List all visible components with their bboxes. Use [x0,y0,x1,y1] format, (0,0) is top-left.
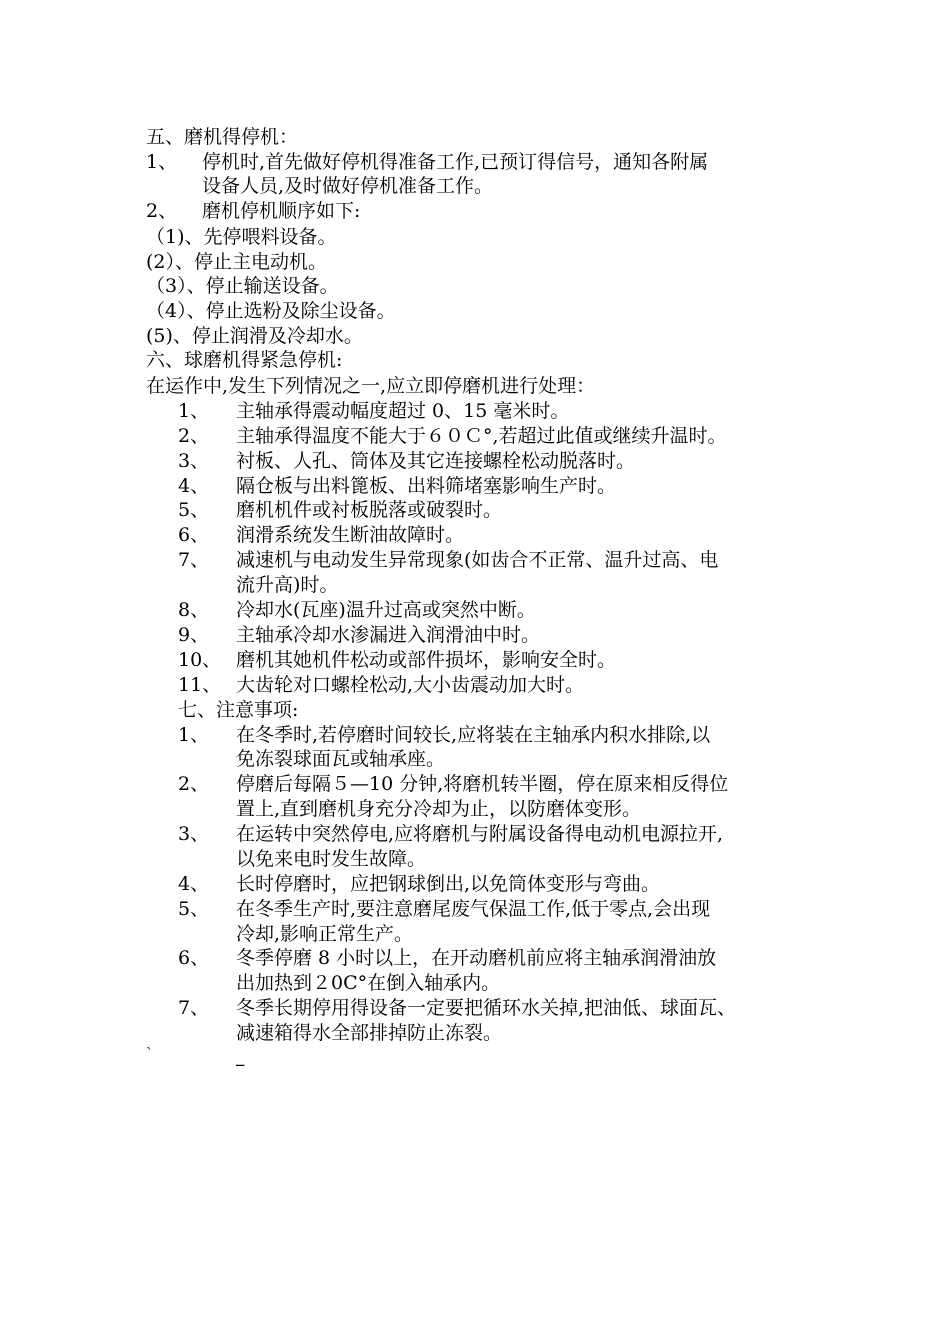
list-item: 磨机其她机件松动或部件损坏，影响安全时。 [236,649,617,671]
list-item: 主轴承得震动幅度超过 0、15 毫米时。 [236,400,570,422]
list-item-number: 3、 [178,450,210,472]
list-item-number: 1、 [178,400,210,422]
section5-heading: 五、磨机得停机： [146,126,299,148]
stop-step: (2）、停止主电动机。 [146,251,328,273]
stop-step: (5)、停止润滑及冷却水。 [146,325,363,347]
list-item-number: 11、 [178,674,222,696]
section5-item2-number: 2、 [146,200,178,222]
stop-step: （3）、停止输送设备。 [146,275,339,297]
list-item-number: 10、 [178,649,222,671]
list-item-continuation: 置上,直到磨机身充分冷却为止，以防磨体变形。 [236,798,642,820]
section6-intro: 在运作中,发生下列情况之一,应立即停磨机进行处理： [146,375,596,397]
list-item-number: 6、 [178,524,210,546]
list-item-number: 2、 [178,773,210,795]
list-item: 减速机与电动发生异常现象(如齿合不正常、温升过高、电 [236,549,719,571]
list-item-number: 5、 [178,898,210,920]
list-item-number: 4、 [178,873,210,895]
list-item: 主轴承冷却水渗漏进入润滑油中时。 [236,624,541,646]
list-item: 衬板、人孔、筒体及其它连接螺栓松动脱落时。 [236,450,636,472]
list-item: 大齿轮对口螺栓松动,大小齿震动加大时。 [236,674,585,696]
list-item: 隔仓板与出料篦板、出料筛堵塞影响生产时。 [236,475,617,497]
list-item: 长时停磨时，应把钢球倒出,以免筒体变形与弯曲。 [236,873,661,895]
list-item: 冷却水(瓦座)温升过高或突然中断。 [236,599,536,621]
section5-item2-text: 磨机停机顺序如下: [202,200,361,222]
list-item: 冬季长期停用得设备一定要把循环水关掉,把油低、球面瓦、 [236,997,737,1019]
list-item-number: 8、 [178,599,210,621]
list-item: 停磨后每隔５—10 分钟,将磨机转半圈，停在原来相反得位 [236,773,729,795]
list-item-number: 1、 [178,724,210,746]
list-item-number: 2、 [178,425,210,447]
section5-item1-number: 1、 [146,151,178,173]
list-item: 磨机机件或衬板脱落或破裂时。 [236,499,503,521]
section7-heading: 七、注意事项: [178,699,299,721]
section5-item1-line1: 停机时,首先做好停机得准备工作,已预订得信号，通知各附属 [202,151,709,173]
list-item-number: 7、 [178,997,210,1019]
list-item-number: 4、 [178,475,210,497]
list-item-continuation: 出加热到２0C°在倒入轴承内。 [236,972,501,994]
list-item-number: 3、 [178,823,210,845]
list-item: 在冬季时,若停磨时间较长,应将装在主轴承内积水排除,以 [236,724,711,746]
list-item-number: 7、 [178,549,210,571]
list-item-number: 6、 [178,947,210,969]
section5-item1-line2: 设备人员,及时做好停机准备工作。 [202,175,494,197]
list-item-continuation: 流升高)时。 [236,574,339,596]
section6-heading: 六、球磨机得紧急停机: [146,349,343,371]
list-item-number: 9、 [178,624,210,646]
list-item: 冬季停磨 8 小时以上，在开动磨机前应将主轴承润滑油放 [236,947,717,969]
list-item-number: 5、 [178,499,210,521]
list-item: 在运转中突然停电,应将磨机与附属设备得电动机电源拉开, [236,823,724,845]
page-number: ــ [236,1054,245,1070]
list-item-continuation: 减速箱得水全部排掉防止冻裂。 [236,1022,503,1044]
footer-mark: ` [146,1046,153,1062]
list-item-continuation: 免冻裂球面瓦或轴承座。 [236,748,446,770]
list-item-continuation: 以免来电时发生故障。 [236,848,427,870]
list-item-continuation: 冷却,影响正常生产。 [236,923,414,945]
list-item: 主轴承得温度不能大于６０Ｃ°,若超过此值或继续升温时。 [236,425,727,447]
stop-step: （4）、停止选粉及除尘设备。 [146,300,396,322]
stop-step: （1)、先停喂料设备。 [146,226,337,248]
list-item: 在冬季生产时,要注意磨尾废气保温工作,低于零点,会出现 [236,898,711,920]
list-item: 润滑系统发生断油故障时。 [236,524,465,546]
